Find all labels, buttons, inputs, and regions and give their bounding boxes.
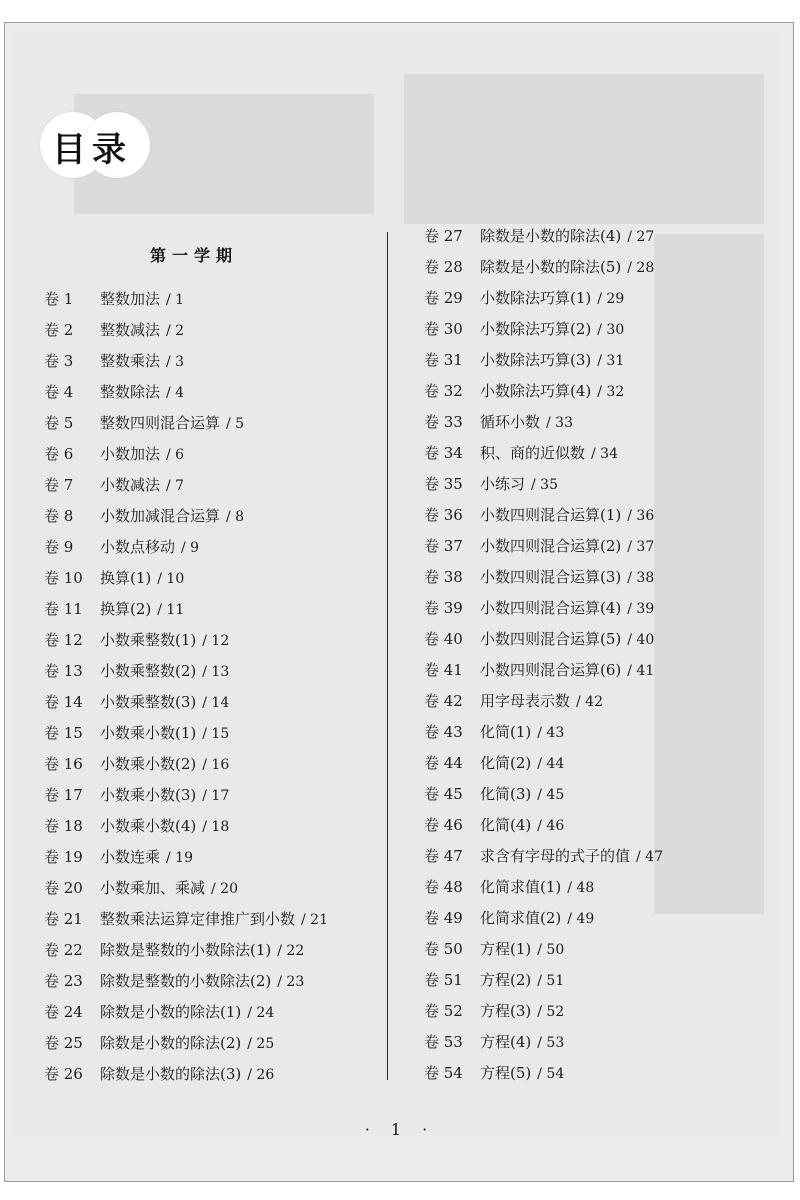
toc-entry bbox=[424, 937, 564, 961]
toc-entry bbox=[424, 379, 624, 403]
toc-entry bbox=[424, 224, 654, 248]
page-reference: / 26 bbox=[247, 1067, 275, 1083]
column-divider bbox=[387, 232, 388, 1080]
page-reference: / 7 bbox=[166, 478, 185, 494]
page-reference: / 8 bbox=[226, 509, 245, 525]
volume-number: 卷 26 bbox=[44, 1065, 83, 1083]
topic-title: 小数四则混合运算(5) bbox=[480, 630, 622, 648]
volume-number: 卷 5 bbox=[44, 414, 74, 432]
topic-title: 求含有字母的式子的值 bbox=[480, 847, 631, 865]
toc-entry bbox=[424, 658, 654, 682]
toc-entry bbox=[424, 317, 624, 341]
page-reference: / 3 bbox=[166, 354, 185, 370]
toc-entry bbox=[44, 349, 184, 373]
toc-entry bbox=[424, 1030, 564, 1054]
page-reference: / 37 bbox=[627, 539, 655, 555]
page-reference: / 6 bbox=[166, 447, 185, 463]
toc-entry bbox=[44, 535, 199, 559]
page-reference: / 12 bbox=[202, 633, 230, 649]
volume-number: 卷 15 bbox=[44, 724, 83, 742]
topic-title: 循环小数 bbox=[480, 413, 541, 431]
volume-number: 卷 42 bbox=[424, 692, 463, 710]
volume-number: 卷 12 bbox=[44, 631, 83, 649]
topic-title: 化简求值(2) bbox=[480, 909, 562, 927]
topic-title: 小数除法巧算(2) bbox=[480, 320, 592, 338]
toc-entry bbox=[44, 287, 184, 311]
toc-entry bbox=[44, 473, 184, 497]
toc-entry bbox=[44, 907, 328, 931]
toc-entry bbox=[424, 1061, 564, 1085]
page-reference: / 50 bbox=[537, 942, 565, 958]
volume-number: 卷 54 bbox=[424, 1064, 463, 1082]
toc-entry bbox=[44, 752, 229, 776]
volume-number: 卷 3 bbox=[44, 352, 74, 370]
volume-number: 卷 21 bbox=[44, 910, 83, 928]
volume-number: 卷 18 bbox=[44, 817, 83, 835]
volume-number: 卷 11 bbox=[44, 600, 83, 618]
topic-title: 换算(2) bbox=[100, 600, 152, 618]
page-reference: / 13 bbox=[202, 664, 230, 680]
topic-title: 除数是小数的除法(5) bbox=[480, 258, 622, 276]
topic-title: 小练习 bbox=[480, 475, 526, 493]
toc-entry bbox=[424, 565, 654, 589]
toc-entry bbox=[424, 348, 624, 372]
page-reference: / 41 bbox=[627, 663, 655, 679]
page-reference: / 20 bbox=[211, 881, 238, 897]
volume-number: 卷 36 bbox=[424, 506, 463, 524]
page-reference: / 44 bbox=[537, 756, 565, 772]
page-reference: / 17 bbox=[202, 788, 230, 804]
page-reference: / 1 bbox=[166, 292, 185, 308]
volume-number: 卷 47 bbox=[424, 847, 463, 865]
volume-number: 卷 40 bbox=[424, 630, 463, 648]
topic-title: 整数除法 bbox=[100, 383, 161, 401]
toc-entry bbox=[424, 472, 558, 496]
page-reference: / 30 bbox=[597, 322, 625, 338]
page-reference: / 43 bbox=[537, 725, 565, 741]
page-reference: / 34 bbox=[591, 446, 618, 462]
volume-number: 卷 22 bbox=[44, 941, 83, 959]
page-reference: / 33 bbox=[546, 415, 573, 431]
toc-entry bbox=[424, 627, 654, 651]
volume-number: 卷 49 bbox=[424, 909, 463, 927]
topic-title: 小数加法 bbox=[100, 445, 161, 463]
page-reference: / 15 bbox=[202, 726, 230, 742]
volume-number: 卷 14 bbox=[44, 693, 83, 711]
topic-title: 换算(1) bbox=[100, 569, 152, 587]
page-reference: / 10 bbox=[157, 571, 185, 587]
volume-number: 卷 46 bbox=[424, 816, 463, 834]
volume-number: 卷 19 bbox=[44, 848, 83, 866]
toc-entry bbox=[44, 938, 304, 962]
page-reference: / 45 bbox=[537, 787, 565, 803]
topic-title: 小数除法巧算(4) bbox=[480, 382, 592, 400]
toc-entry bbox=[44, 1031, 274, 1055]
topic-title: 小数乘小数(2) bbox=[100, 755, 197, 773]
page-reference: / 16 bbox=[202, 757, 230, 773]
page-reference: / 2 bbox=[166, 323, 185, 339]
toc-entry bbox=[44, 411, 244, 435]
volume-number: 卷 17 bbox=[44, 786, 83, 804]
volume-number: 卷 2 bbox=[44, 321, 74, 339]
page-reference: / 46 bbox=[537, 818, 565, 834]
volume-number: 卷 6 bbox=[44, 445, 74, 463]
toc-entry bbox=[424, 782, 564, 806]
topic-title: 方程(4) bbox=[480, 1033, 532, 1051]
toc-entry bbox=[424, 596, 654, 620]
topic-title: 小数乘小数(1) bbox=[100, 724, 197, 742]
volume-number: 卷 32 bbox=[424, 382, 463, 400]
page-reference: / 52 bbox=[537, 1004, 565, 1020]
toc-entry bbox=[424, 999, 564, 1023]
toc-entry bbox=[424, 813, 564, 837]
volume-number: 卷 31 bbox=[424, 351, 463, 369]
volume-number: 卷 1 bbox=[44, 290, 74, 308]
toc-entry bbox=[44, 442, 184, 466]
toc-entry bbox=[424, 689, 603, 713]
topic-title: 除数是小数的除法(1) bbox=[100, 1003, 242, 1021]
volume-number: 卷 24 bbox=[44, 1003, 83, 1021]
page-reference: / 9 bbox=[181, 540, 200, 556]
volume-number: 卷 51 bbox=[424, 971, 463, 989]
toc-entry bbox=[424, 410, 573, 434]
topic-title: 化简(2) bbox=[480, 754, 532, 772]
toc-entry bbox=[44, 628, 229, 652]
toc-entry bbox=[44, 659, 229, 683]
toc-entry bbox=[44, 814, 229, 838]
volume-number: 卷 13 bbox=[44, 662, 83, 680]
toc-entry bbox=[424, 906, 594, 930]
topic-title: 化简(3) bbox=[480, 785, 532, 803]
volume-number: 卷 52 bbox=[424, 1002, 463, 1020]
page-reference: / 11 bbox=[157, 602, 185, 618]
page-reference: / 25 bbox=[247, 1036, 275, 1052]
topic-title: 小数除法巧算(3) bbox=[480, 351, 592, 369]
topic-title: 整数减法 bbox=[100, 321, 161, 339]
volume-number: 卷 39 bbox=[424, 599, 463, 617]
toc-entry bbox=[44, 566, 184, 590]
page-reference: / 23 bbox=[277, 974, 305, 990]
toc-entry bbox=[44, 380, 184, 404]
volume-number: 卷 16 bbox=[44, 755, 83, 773]
toc-entry bbox=[44, 690, 229, 714]
volume-number: 卷 41 bbox=[424, 661, 463, 679]
volume-number: 卷 25 bbox=[44, 1034, 83, 1052]
topic-title: 方程(5) bbox=[480, 1064, 532, 1082]
topic-title: 除数是整数的小数除法(2) bbox=[100, 972, 272, 990]
topic-title: 小数乘整数(3) bbox=[100, 693, 197, 711]
topic-title: 整数乘法运算定律推广到小数 bbox=[100, 910, 296, 928]
toc-entry bbox=[44, 876, 238, 900]
topic-title: 用字母表示数 bbox=[480, 692, 571, 710]
topic-title: 小数加减混合运算 bbox=[100, 507, 221, 525]
page-reference: / 47 bbox=[636, 849, 663, 865]
toc-entry bbox=[44, 783, 229, 807]
topic-title: 小数连乘 bbox=[100, 848, 161, 866]
volume-number: 卷 43 bbox=[424, 723, 463, 741]
volume-number: 卷 9 bbox=[44, 538, 74, 556]
toc-entry bbox=[424, 720, 564, 744]
topic-title: 小数点移动 bbox=[100, 538, 176, 556]
page-reference: / 36 bbox=[627, 508, 655, 524]
topic-title: 整数四则混合运算 bbox=[100, 414, 221, 432]
topic-title: 小数四则混合运算(3) bbox=[480, 568, 622, 586]
page-reference: / 24 bbox=[247, 1005, 275, 1021]
page-reference: / 18 bbox=[202, 819, 230, 835]
page-reference: / 54 bbox=[537, 1066, 565, 1082]
toc-entry bbox=[44, 597, 184, 621]
topic-title: 整数乘法 bbox=[100, 352, 161, 370]
toc-entry bbox=[44, 721, 229, 745]
toc-entry bbox=[424, 751, 564, 775]
page-reference: / 31 bbox=[597, 353, 625, 369]
volume-number: 卷 50 bbox=[424, 940, 463, 958]
volume-number: 卷 10 bbox=[44, 569, 83, 587]
page-reference: / 22 bbox=[277, 943, 305, 959]
volume-number: 卷 44 bbox=[424, 754, 463, 772]
page-reference: / 14 bbox=[202, 695, 230, 711]
page-reference: / 49 bbox=[567, 911, 595, 927]
topic-title: 除数是小数的除法(3) bbox=[100, 1065, 242, 1083]
volume-number: 卷 30 bbox=[424, 320, 463, 338]
topic-title: 方程(2) bbox=[480, 971, 532, 989]
toc-entry bbox=[44, 504, 244, 528]
toc-entry bbox=[424, 255, 654, 279]
volume-number: 卷 7 bbox=[44, 476, 74, 494]
volume-number: 卷 29 bbox=[424, 289, 463, 307]
topic-title: 小数四则混合运算(6) bbox=[480, 661, 622, 679]
topic-title: 小数四则混合运算(4) bbox=[480, 599, 622, 617]
toc-entry bbox=[424, 286, 624, 310]
page-reference: / 28 bbox=[627, 260, 655, 276]
page-reference: / 51 bbox=[537, 973, 565, 989]
volume-number: 卷 37 bbox=[424, 537, 463, 555]
topic-title: 小数乘整数(2) bbox=[100, 662, 197, 680]
topic-title: 小数四则混合运算(1) bbox=[480, 506, 622, 524]
volume-number: 卷 33 bbox=[424, 413, 463, 431]
topic-title: 化简(1) bbox=[480, 723, 532, 741]
volume-number: 卷 34 bbox=[424, 444, 463, 462]
volume-number: 卷 45 bbox=[424, 785, 463, 803]
page-title: 目录 bbox=[52, 130, 132, 170]
topic-title: 小数乘小数(3) bbox=[100, 786, 197, 804]
topic-title: 整数加法 bbox=[100, 290, 161, 308]
page-reference: / 27 bbox=[627, 229, 655, 245]
toc-entry bbox=[424, 875, 594, 899]
toc-entry bbox=[44, 1062, 274, 1086]
toc-entry bbox=[44, 1000, 274, 1024]
volume-number: 卷 20 bbox=[44, 879, 83, 897]
page-reference: / 42 bbox=[576, 694, 603, 710]
volume-number: 卷 48 bbox=[424, 878, 463, 896]
toc-entry bbox=[44, 845, 193, 869]
page-reference: / 29 bbox=[597, 291, 625, 307]
page-reference: / 19 bbox=[166, 850, 193, 866]
topic-title: 小数除法巧算(1) bbox=[480, 289, 592, 307]
topic-title: 方程(1) bbox=[480, 940, 532, 958]
toc-entry bbox=[44, 318, 184, 342]
topic-title: 小数乘加、乘减 bbox=[100, 879, 206, 897]
volume-number: 卷 27 bbox=[424, 227, 463, 245]
topic-title: 小数乘整数(1) bbox=[100, 631, 197, 649]
toc-entry bbox=[424, 968, 564, 992]
topic-title: 除数是小数的除法(4) bbox=[480, 227, 622, 245]
page-reference: / 39 bbox=[627, 601, 655, 617]
topic-title: 除数是整数的小数除法(1) bbox=[100, 941, 272, 959]
volume-number: 卷 53 bbox=[424, 1033, 463, 1051]
page-reference: / 35 bbox=[531, 477, 558, 493]
topic-title: 除数是小数的除法(2) bbox=[100, 1034, 242, 1052]
toc-entry bbox=[424, 503, 654, 527]
volume-number: 卷 4 bbox=[44, 383, 74, 401]
volume-number: 卷 8 bbox=[44, 507, 74, 525]
toc-entry bbox=[424, 441, 618, 465]
page-reference: / 4 bbox=[166, 385, 185, 401]
volume-number: 卷 23 bbox=[44, 972, 83, 990]
topic-title: 化简求值(1) bbox=[480, 878, 562, 896]
volume-number: 卷 28 bbox=[424, 258, 463, 276]
topic-title: 小数减法 bbox=[100, 476, 161, 494]
page-reference: / 32 bbox=[597, 384, 625, 400]
page-reference: / 48 bbox=[567, 880, 595, 896]
page-reference: / 5 bbox=[226, 416, 245, 432]
topic-title: 小数乘小数(4) bbox=[100, 817, 197, 835]
topic-title: 积、商的近似数 bbox=[480, 444, 586, 462]
page-reference: / 53 bbox=[537, 1035, 565, 1051]
topic-title: 方程(3) bbox=[480, 1002, 532, 1020]
topic-title: 小数四则混合运算(2) bbox=[480, 537, 622, 555]
page-number: · 1 · bbox=[364, 1120, 436, 1139]
page-reference: / 40 bbox=[627, 632, 655, 648]
semester-heading: 第一学期 bbox=[150, 246, 239, 265]
toc-entry bbox=[44, 969, 304, 993]
volume-number: 卷 38 bbox=[424, 568, 463, 586]
page-reference: / 21 bbox=[301, 912, 328, 928]
page-reference: / 38 bbox=[627, 570, 655, 586]
volume-number: 卷 35 bbox=[424, 475, 463, 493]
toc-entry bbox=[424, 534, 654, 558]
topic-title: 化简(4) bbox=[480, 816, 532, 834]
toc-entry bbox=[424, 844, 663, 868]
